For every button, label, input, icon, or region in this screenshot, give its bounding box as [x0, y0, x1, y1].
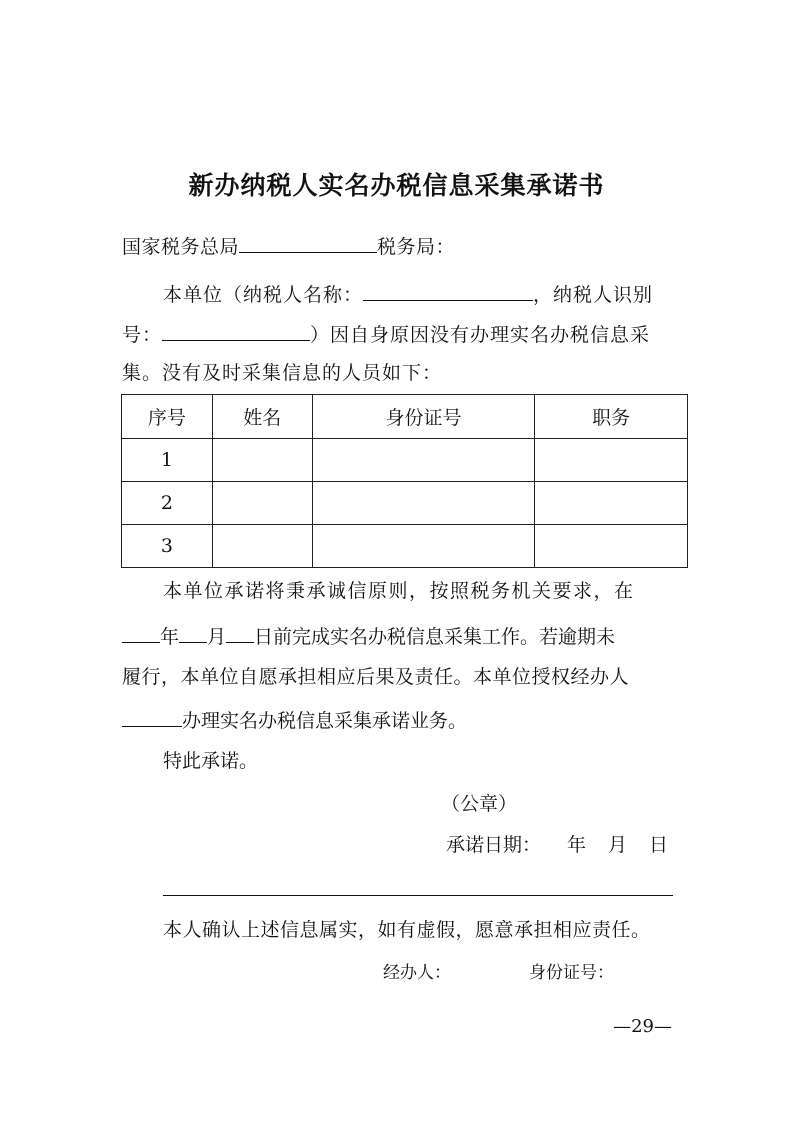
closing-text: 特此承诺。 — [163, 750, 259, 772]
table-row — [122, 525, 688, 568]
date-day-text: 日 — [649, 834, 669, 856]
row-id-cell[interactable] — [312, 439, 535, 482]
addressee-prefix: 国家税务总局 — [122, 236, 240, 258]
signer-line — [383, 960, 614, 986]
promise-line-4 — [122, 706, 467, 734]
official-seal-label: （公章） — [441, 793, 518, 815]
date-month-text: 月 — [608, 834, 628, 856]
taxpayer-name-blank[interactable] — [363, 280, 533, 301]
addressee-suffix: 税务局： — [377, 236, 456, 258]
header-id-number: 身份证号 — [312, 395, 535, 439]
promise-line-2 — [122, 622, 615, 650]
row-seq: 3 — [122, 525, 213, 568]
id-number-label: 身份证号： — [529, 963, 614, 983]
tax-bureau-blank[interactable] — [239, 232, 377, 253]
row-position-cell[interactable] — [535, 525, 688, 568]
intro-line-3: 集。没有及时采集信息的人员如下： — [122, 362, 443, 384]
header-name: 姓名 — [212, 395, 312, 439]
table-row — [122, 439, 688, 482]
promise-line-1: 本单位承诺将秉承诚信原则，按照税务机关要求，在 — [163, 580, 635, 602]
intro-text-1a: 本单位（纳税人名称： — [163, 284, 364, 306]
row-name-cell[interactable] — [212, 439, 312, 482]
addressee-line — [122, 232, 455, 260]
promise-text-4: 办理实名办税信息采集承诺业务。 — [182, 710, 468, 732]
promise-date-line — [446, 832, 668, 858]
confirmation-text: 本人确认上述信息属实，如有虚假，愿意承担相应责任。 — [163, 919, 651, 941]
promise-date-label: 承诺日期： — [446, 834, 542, 856]
taxpayer-id-blank[interactable] — [162, 320, 310, 341]
staff-table — [121, 394, 688, 568]
row-position-cell[interactable] — [535, 482, 688, 525]
header-seq: 序号 — [122, 395, 213, 439]
year-text: 年 — [160, 626, 180, 648]
table-header-row — [122, 395, 688, 439]
row-seq: 1 — [122, 439, 213, 482]
intro-text-2a: 号： — [122, 324, 163, 346]
document-title: 新办纳税人实名办税信息采集承诺书 — [188, 171, 605, 200]
separator-line — [163, 895, 673, 896]
row-id-cell[interactable] — [312, 525, 535, 568]
row-name-cell[interactable] — [212, 525, 312, 568]
intro-line-1 — [163, 280, 653, 308]
intro-text-1b: ，纳税人识别 — [533, 284, 654, 306]
deadline-month-blank[interactable] — [179, 622, 207, 643]
month-text: 月 — [207, 626, 227, 648]
intro-text-2b: ）因自身原因没有办理实名办税信息采 — [310, 324, 651, 346]
row-seq: 2 — [122, 482, 213, 525]
agent-label: 经办人： — [383, 963, 451, 983]
row-position-cell[interactable] — [535, 439, 688, 482]
page-number: —29— — [613, 1016, 672, 1037]
row-name-cell[interactable] — [212, 482, 312, 525]
deadline-day-blank[interactable] — [226, 622, 254, 643]
intro-line-2 — [122, 320, 650, 348]
row-id-cell[interactable] — [312, 482, 535, 525]
date-year-text: 年 — [567, 834, 587, 856]
promise-line-3: 履行，本单位自愿承担相应后果及责任。本单位授权经办人 — [122, 666, 630, 688]
agent-name-blank[interactable] — [122, 706, 182, 727]
header-position: 职务 — [535, 395, 688, 439]
promise-text-2: 日前完成实名办税信息采集工作。若逾期未 — [254, 626, 616, 648]
table-row — [122, 482, 688, 525]
deadline-year-blank[interactable] — [122, 622, 160, 643]
